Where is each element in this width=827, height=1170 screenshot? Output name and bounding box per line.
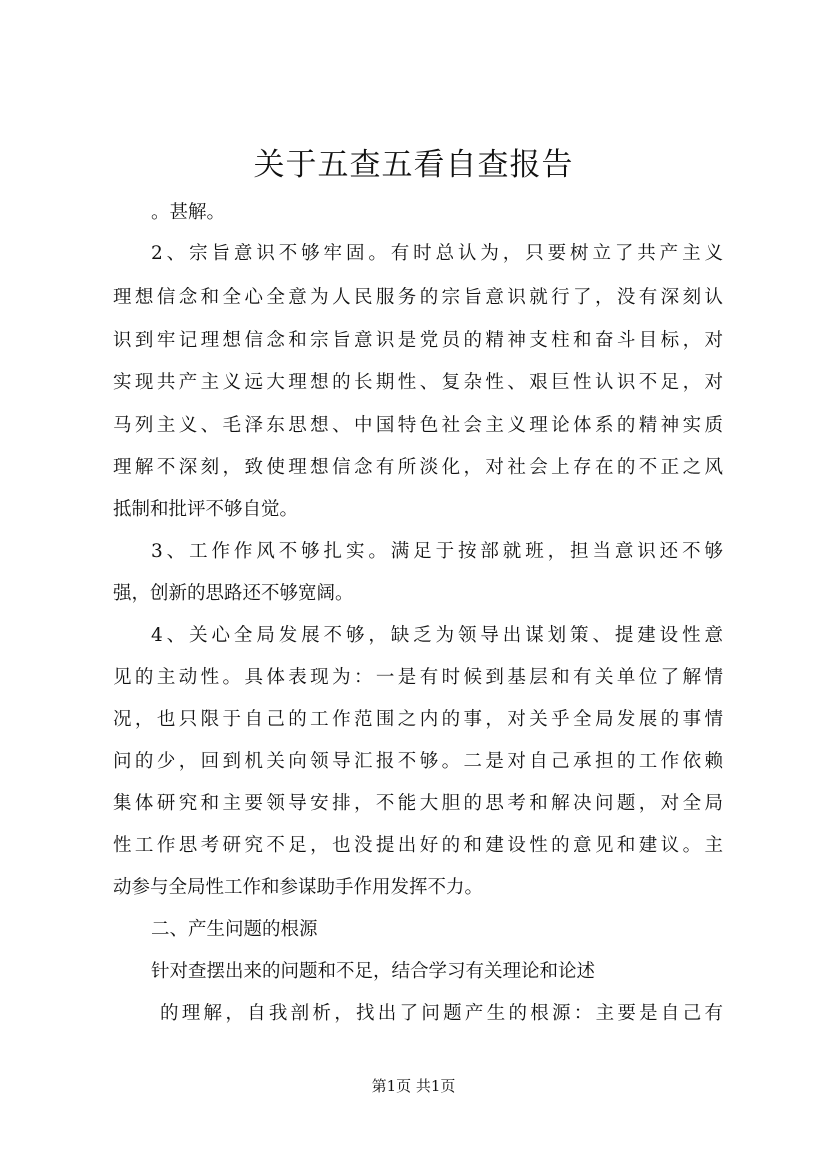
body-line-2: 2、宗旨意识不够牢固。有时总认为，只要树立了共产主义 — [151, 243, 723, 264]
body-line-7: 理解不深刻，致使理想信念有所淡化，对社会上存在的不正之风 — [113, 457, 723, 478]
body-line-20: 的理解，自我剖析，找出了问题产生的根源：主要是自己有 — [160, 1003, 723, 1024]
body-line-10: 强，创新的思路还不够宽阔。 — [113, 583, 354, 604]
body-line-14: 问的少，回到机关向领导汇报不够。二是对自己承担的工作依赖 — [113, 751, 723, 772]
body-line-6: 马列主义、毛泽东思想、中国特色社会主义理论体系的精神实质 — [113, 415, 723, 436]
body-line-3: 理想信念和全心全意为人民服务的宗旨意识就行了，没有深刻认 — [113, 287, 723, 308]
page-footer: 第1页 共1页 — [371, 1077, 456, 1095]
page-title: 关于五查五看自查报告 — [253, 147, 574, 183]
section-heading: 二、产生问题的根源 — [151, 919, 318, 940]
body-line-4: 识到牢记理想信念和宗旨意识是党员的精神支柱和奋斗目标，对 — [113, 330, 723, 351]
body-line-1: 。甚解。 — [151, 202, 226, 223]
body-line-19: 针对查摆出来的问题和不足，结合学习有关理论和论述 — [151, 961, 596, 982]
body-line-12: 见的主动性。具体表现为：一是有时候到基层和有关单位了解情 — [113, 667, 723, 688]
body-line-9: 3、工作作风不够扎实。满足于按部就班，担当意识还不够 — [151, 541, 723, 562]
body-line-13: 况，也只限于自己的工作范围之内的事，对关乎全局发展的事情 — [113, 709, 723, 730]
body-line-11: 4、关心全局发展不够，缺乏为领导出谋划策、提建设性意 — [151, 625, 723, 646]
body-line-16: 性工作思考研究不足，也没提出好的和建设性的意见和建议。主 — [113, 835, 723, 856]
body-line-15: 集体研究和主要领导安排，不能大胆的思考和解决问题，对全局 — [113, 793, 723, 814]
body-line-8: 抵制和批评不够自觉。 — [113, 499, 299, 520]
body-line-5: 实现共产主义远大理想的长期性、复杂性、艰巨性认识不足，对 — [113, 372, 723, 393]
body-line-17: 动参与全局性工作和参谋助手作用发挥不力。 — [113, 877, 484, 898]
